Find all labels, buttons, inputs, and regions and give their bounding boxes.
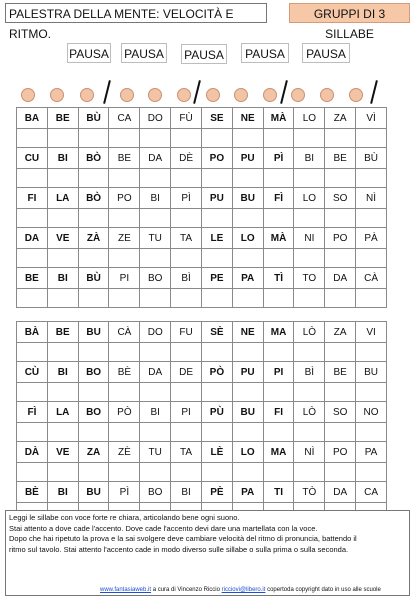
email-link[interactable]: ricciovi@libero.it [221,587,266,593]
empty-cell [17,209,48,228]
beat-dot [80,88,94,102]
syllable-cell: PE [201,268,232,289]
empty-cell [325,289,356,308]
empty-cell [294,209,325,228]
pause-slash [193,80,201,104]
pause-slash [280,80,288,104]
spacer-row [17,289,387,308]
empty-cell [171,343,202,362]
syllable-cell: NE [232,322,263,343]
syllable-cell: CA [356,482,387,503]
syllable-cell: LÒ [294,322,325,343]
syllable-cell: VE [47,442,78,463]
credit-author: a cura di Vincenzo Riccio [152,587,220,593]
empty-cell [140,129,171,148]
syllable-cell: TU [140,228,171,249]
syllable-table-1 [16,107,387,308]
syllable-cell: BÙ [356,148,387,169]
empty-cell [109,383,140,402]
empty-cell [17,249,48,268]
empty-cell [325,129,356,148]
empty-cell [263,169,294,188]
empty-cell [294,383,325,402]
syllable-cell: VE [47,228,78,249]
syllable-cell: BI [47,362,78,383]
empty-cell [171,209,202,228]
empty-cell [356,209,387,228]
syllable-cell: TÒ [294,482,325,503]
syllable-cell: BE [325,362,356,383]
empty-cell [17,169,48,188]
credit-line [100,586,381,594]
empty-cell [201,169,232,188]
empty-cell [47,343,78,362]
empty-cell [47,209,78,228]
syllable-cell: PÌ [109,482,140,503]
beat-dot [263,88,277,102]
syllable-cell: PI [263,362,294,383]
beat-dot [148,88,162,102]
empty-cell [294,169,325,188]
syllable-cell: FI [263,402,294,423]
empty-cell [356,169,387,188]
syllable-cell: DÈ [171,148,202,169]
syllable-cell: FÌ [17,402,48,423]
syllable-cell: TÌ [263,268,294,289]
spacer-row [17,383,387,402]
syllable-cell: BÙ [78,268,109,289]
syllable-cell: SO [325,402,356,423]
empty-cell [17,289,48,308]
syllable-cell: PU [232,362,263,383]
empty-cell [78,289,109,308]
syllable-cell: PÌ [171,188,202,209]
syllable-cell: LE [201,228,232,249]
beat-dot [120,88,134,102]
empty-cell [109,423,140,442]
syllable-cell: SO [325,188,356,209]
empty-cell [201,289,232,308]
pause-label-5: PAUSA [302,43,350,63]
empty-cell [109,463,140,482]
syllable-cell: MÀ [263,228,294,249]
instruction-line: Stai attento a dove cade l'accento. Dove cade l'accento devi dare una martellata con la voce. [9,523,318,533]
syllable-cell: BU [78,482,109,503]
empty-cell [294,463,325,482]
syllable-cell: PÀ [356,228,387,249]
syllable-cell: ZE [109,228,140,249]
spacer-row [17,423,387,442]
syllable-table-2 [16,321,387,522]
syllable-row [17,108,387,129]
empty-cell [47,383,78,402]
pause-label-2: PAUSA [121,43,167,63]
empty-cell [294,129,325,148]
empty-cell [78,249,109,268]
empty-cell [356,383,387,402]
beat-dot [291,88,305,102]
syllable-cell: FU [171,322,202,343]
empty-cell [232,209,263,228]
empty-cell [78,343,109,362]
syllable-row [17,402,387,423]
empty-cell [17,383,48,402]
syllable-cell: ZA [78,442,109,463]
syllable-cell: VI [356,322,387,343]
page-title: PALESTRA DELLA MENTE: VELOCITÀ E RITMO. [5,3,267,23]
empty-cell [263,423,294,442]
syllable-cell: PA [232,268,263,289]
empty-cell [140,249,171,268]
syllable-cell: BI [47,148,78,169]
syllable-cell: PO [201,148,232,169]
syllable-cell: PÈ [201,482,232,503]
syllable-cell: ZA [325,108,356,129]
empty-cell [325,463,356,482]
syllable-cell: BU [78,322,109,343]
beat-dot [234,88,248,102]
empty-cell [109,249,140,268]
empty-cell [109,343,140,362]
pause-label-1: PAUSA [67,43,111,63]
syllable-cell: DA [325,482,356,503]
syllable-cell: BE [47,322,78,343]
syllable-cell: LÈ [201,442,232,463]
empty-cell [201,343,232,362]
syllable-cell: CÙ [17,362,48,383]
empty-cell [232,249,263,268]
syllable-cell: BE [17,268,48,289]
syllable-cell: PÒ [109,402,140,423]
syllable-cell: LO [232,442,263,463]
syllable-cell: BÌ [294,362,325,383]
syllable-cell: CÀ [109,322,140,343]
empty-cell [171,463,202,482]
syllable-cell: PÌ [263,148,294,169]
syllable-cell: MA [263,322,294,343]
syllable-cell: NE [232,108,263,129]
empty-cell [109,209,140,228]
syllable-cell: PÒ [201,362,232,383]
empty-cell [201,129,232,148]
empty-cell [78,209,109,228]
beat-dot [21,88,35,102]
spacer-row [17,463,387,482]
syllable-cell: TA [171,228,202,249]
syllable-cell: BU [232,402,263,423]
syllable-cell: LA [47,188,78,209]
empty-cell [78,129,109,148]
syllable-cell: TO [294,268,325,289]
beat-dot [320,88,334,102]
empty-cell [171,423,202,442]
syllable-cell: PO [325,228,356,249]
syllable-cell: PU [232,148,263,169]
syllable-cell: ZÈ [109,442,140,463]
empty-cell [263,129,294,148]
empty-cell [140,169,171,188]
empty-cell [294,423,325,442]
syllable-cell: DO [140,108,171,129]
empty-cell [109,289,140,308]
empty-cell [356,423,387,442]
empty-cell [140,423,171,442]
spacer-row [17,129,387,148]
syllable-cell: BÒ [78,188,109,209]
syllable-cell: BI [171,482,202,503]
syllable-cell: NÌ [356,188,387,209]
empty-cell [232,383,263,402]
syllable-row [17,148,387,169]
syllable-cell: BI [140,188,171,209]
syllable-row [17,482,387,503]
empty-cell [140,383,171,402]
empty-cell [356,343,387,362]
syllable-cell: BÈ [17,482,48,503]
empty-cell [78,383,109,402]
syllable-cell: PÙ [201,402,232,423]
empty-cell [232,289,263,308]
empty-cell [171,289,202,308]
syllable-cell: BE [47,108,78,129]
beat-dot [349,88,363,102]
pause-label-4: PAUSA [241,43,289,63]
empty-cell [47,169,78,188]
syllable-cell: FI [17,188,48,209]
syllable-cell: BÈ [109,362,140,383]
empty-cell [140,289,171,308]
syllable-cell: BÙ [78,108,109,129]
syllable-cell: DA [17,228,48,249]
instructions-box [5,510,410,596]
empty-cell [263,289,294,308]
syllable-cell: BÀ [17,322,48,343]
beat-dot [50,88,64,102]
empty-cell [325,343,356,362]
empty-cell [47,289,78,308]
empty-cell [232,343,263,362]
syllable-cell: BÒ [78,148,109,169]
syllable-cell: PU [201,188,232,209]
empty-cell [47,129,78,148]
syllable-cell: PA [356,442,387,463]
syllable-cell: TA [171,442,202,463]
syllable-cell: BÌ [171,268,202,289]
empty-cell [294,249,325,268]
empty-cell [356,129,387,148]
empty-cell [171,383,202,402]
instruction-line: ritmo sul tavolo. Stai attento l'accento cade in modo diverso sulle sillabe o sulla prima o sulla seconda. [9,544,349,554]
syllable-cell: PA [232,482,263,503]
syllable-cell: PO [109,188,140,209]
syllable-cell: LA [47,402,78,423]
empty-cell [263,383,294,402]
pause-label-3: PAUSA [181,44,227,64]
spacer-row [17,343,387,362]
empty-cell [232,169,263,188]
syllable-cell: DO [140,322,171,343]
syllable-cell: SE [201,108,232,129]
syllable-cell: PI [171,402,202,423]
empty-cell [109,169,140,188]
syllable-cell: BA [17,108,48,129]
empty-cell [17,423,48,442]
empty-cell [325,209,356,228]
empty-cell [201,209,232,228]
syllable-cell: NÌ [294,442,325,463]
syllable-cell: BO [78,402,109,423]
syllable-cell: NI [294,228,325,249]
empty-cell [78,423,109,442]
empty-cell [232,423,263,442]
syllable-cell: LÒ [294,402,325,423]
syllable-row [17,188,387,209]
empty-cell [325,423,356,442]
syllable-cell: DA [140,362,171,383]
empty-cell [263,343,294,362]
empty-cell [232,463,263,482]
pause-slash [103,80,111,104]
empty-cell [325,249,356,268]
spacer-row [17,169,387,188]
instruction-line: Dopo che hai ripetuto la prova e la sai svolgere deve cambiare velocità del ritmo di pronuncia, battendo il [9,534,357,543]
empty-cell [78,169,109,188]
syllable-cell: MA [263,442,294,463]
spacer-row [17,209,387,228]
syllable-cell: NO [356,402,387,423]
syllable-cell: PO [325,442,356,463]
spacer-row [17,249,387,268]
empty-cell [17,129,48,148]
empty-cell [109,129,140,148]
empty-cell [78,463,109,482]
syllable-cell: TU [140,442,171,463]
empty-cell [171,169,202,188]
empty-cell [17,463,48,482]
syllable-cell: DA [140,148,171,169]
empty-cell [140,209,171,228]
empty-cell [201,463,232,482]
empty-cell [140,343,171,362]
beat-dot [206,88,220,102]
syllable-cell: BE [325,148,356,169]
syllable-cell: ZÀ [78,228,109,249]
empty-cell [17,343,48,362]
beat-dot [177,88,191,102]
syllable-cell: BO [78,362,109,383]
empty-cell [47,423,78,442]
empty-cell [171,249,202,268]
syllable-cell: DÀ [17,442,48,463]
syllable-cell: FÌ [263,188,294,209]
syllable-cell: LO [232,228,263,249]
syllable-cell: TI [263,482,294,503]
syllable-cell: BO [140,268,171,289]
syllable-cell: CÀ [356,268,387,289]
syllable-cell: BI [47,482,78,503]
syllable-row [17,228,387,249]
syllable-cell: FÙ [171,108,202,129]
syllable-cell: BO [140,482,171,503]
group-badge: GRUPPI DI 3 SILLABE [289,3,410,23]
empty-cell [356,463,387,482]
empty-cell [263,463,294,482]
syllable-cell: BE [109,148,140,169]
syllable-cell: PI [109,268,140,289]
instruction-line: Leggi le sillabe con voce forte re chiara, articolando bene ogni suono. [9,513,240,522]
syllable-cell: BU [356,362,387,383]
site-link[interactable]: www.fantasiaweb.it [100,587,152,593]
syllable-cell: CU [17,148,48,169]
empty-cell [47,463,78,482]
empty-cell [294,289,325,308]
syllable-row [17,442,387,463]
empty-cell [201,249,232,268]
empty-cell [171,129,202,148]
syllable-row [17,362,387,383]
empty-cell [201,383,232,402]
empty-cell [47,249,78,268]
syllable-row [17,322,387,343]
syllable-cell: MÀ [263,108,294,129]
syllable-cell: ZA [325,322,356,343]
empty-cell [263,209,294,228]
syllable-row [17,268,387,289]
empty-cell [356,249,387,268]
syllable-cell: DE [171,362,202,383]
empty-cell [356,289,387,308]
syllable-cell: CA [109,108,140,129]
pause-slash [370,80,378,104]
syllable-cell: DA [325,268,356,289]
empty-cell [232,129,263,148]
empty-cell [201,423,232,442]
empty-cell [325,169,356,188]
syllable-cell: BI [294,148,325,169]
syllable-cell: VÌ [356,108,387,129]
empty-cell [294,343,325,362]
syllable-cell: BU [232,188,263,209]
syllable-cell: SÈ [201,322,232,343]
syllable-cell: LO [294,108,325,129]
empty-cell [263,249,294,268]
credit-copyright: copertoda copyright dato in uso alle scuole [267,587,381,593]
syllable-cell: LO [294,188,325,209]
syllable-cell: BI [47,268,78,289]
syllable-cell: BI [140,402,171,423]
empty-cell [140,463,171,482]
empty-cell [325,383,356,402]
